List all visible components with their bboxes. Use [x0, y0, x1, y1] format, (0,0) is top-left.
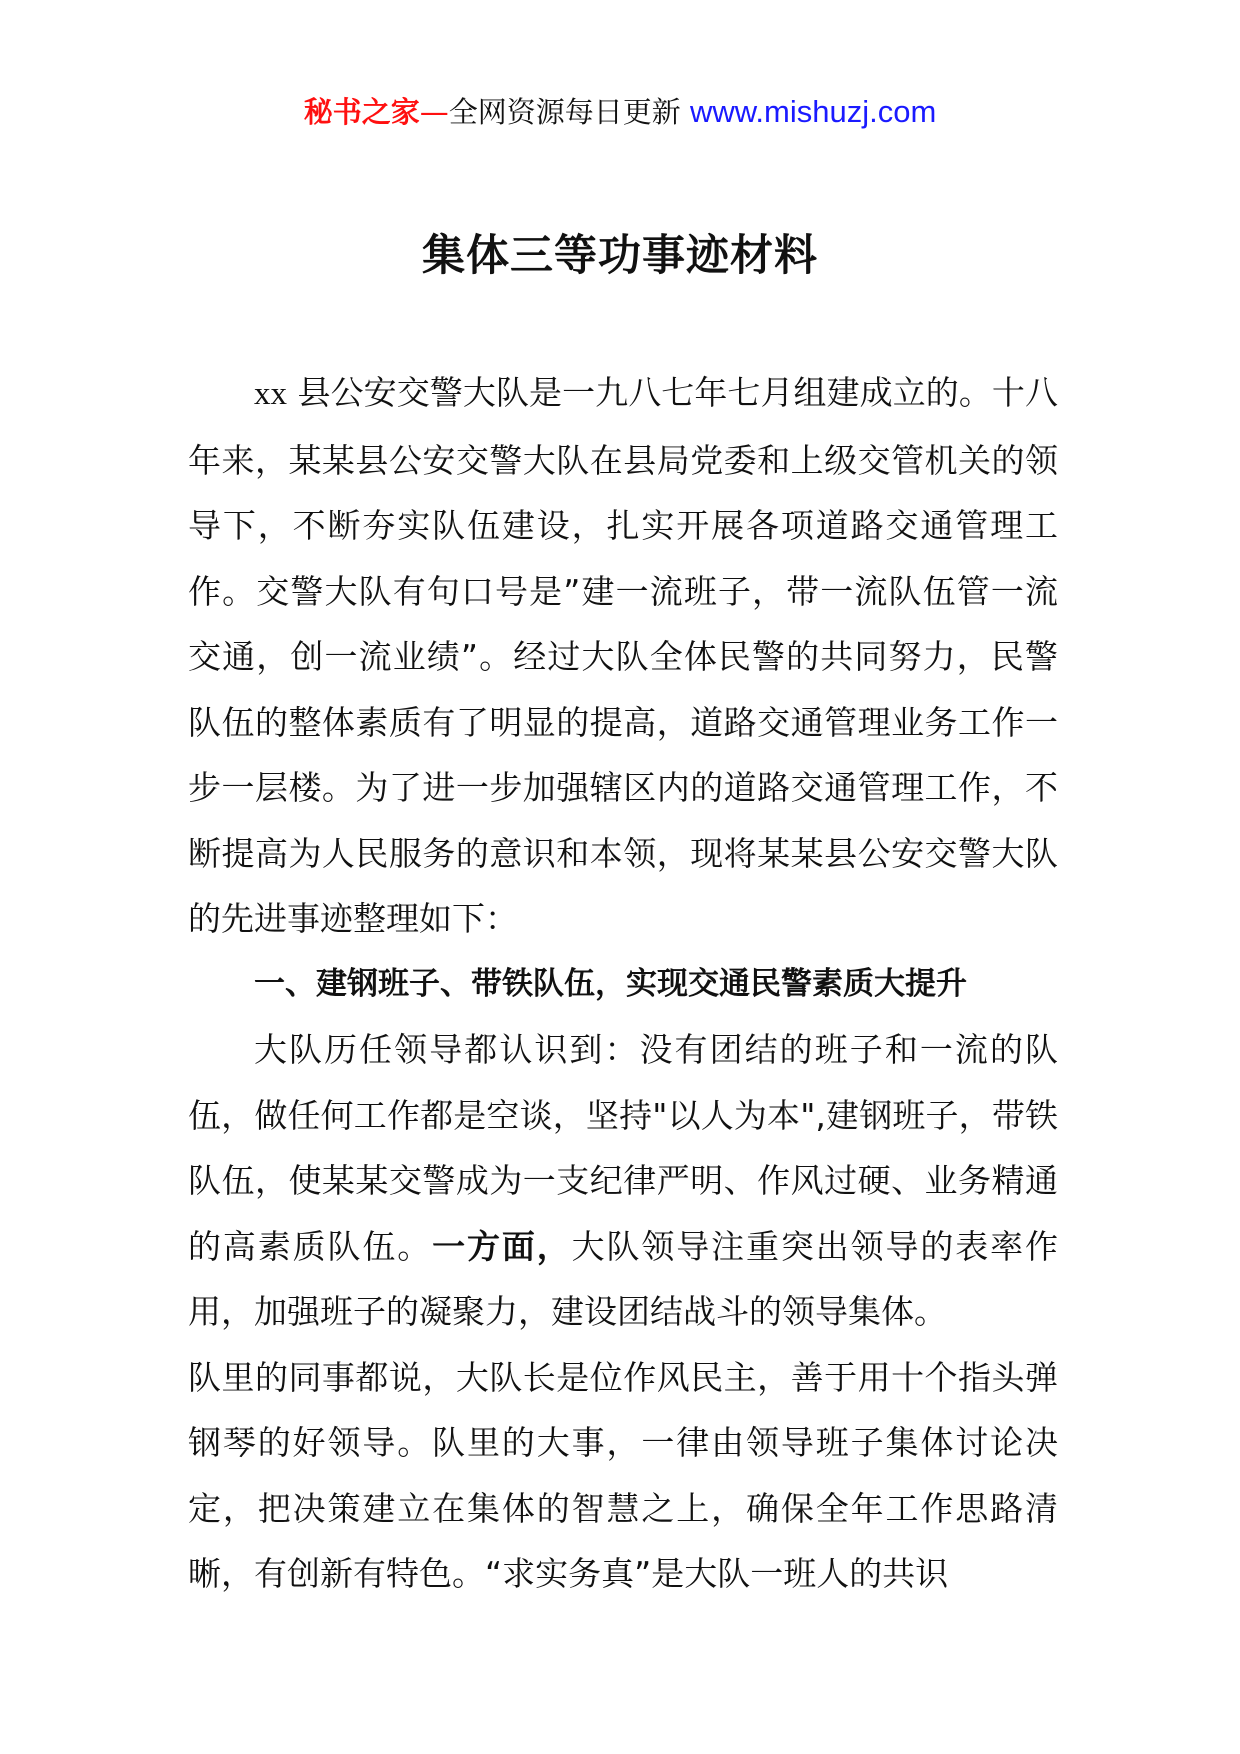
- paragraph-leadership-text-a: 大队历任领导都认识到：没有团结的班子和一流的队伍，做任何工作都是空谈，坚持"以人为本",建钢班子，带铁队伍，使某某交警成为一支纪律严明、作风过硬、业务精通的高素质队伍。: [188, 1030, 1058, 1266]
- site-url-link[interactable]: www.mishuzj.com: [689, 94, 937, 129]
- document-title: 集体三等功事迹材料: [422, 231, 818, 281]
- site-header: [0, 92, 1240, 132]
- paragraph-colleagues-text: 队里的同事都说，大队长是位作风民主，善于用十个指头弹钢琴的好领导。队里的大事，一律由领导班子集体讨论决定，把决策建立在集体的智慧之上，确保全年工作思路清晰，有创新有特色。“求实务真”是大队一班人的共识: [188, 1357, 1058, 1593]
- paragraph-leadership-emphasis: 一方面，: [432, 1226, 572, 1266]
- paragraph-intro: [188, 360, 1058, 952]
- paragraph-leadership: [188, 1017, 1058, 1345]
- site-slogan: 全网资源每日更新: [448, 95, 690, 129]
- paragraph-colleagues: [188, 1345, 1058, 1607]
- paragraph-intro-text: 县公安交警大队是一九八七年七月组建成立的。十八年来，某某县公安交警大队在县局党委和上级交管机关的领导下，不断夯实队伍建设，扎实开展各项道路交通管理工作。交警大队有句口号是”建一流班子，带一流队伍管一流交通，创一流业绩”。经过大队全体民警的共同努力，民警队伍的整体素质有了明显的提高，道路交通管理业务工作一步一层楼。为了进一步加强辖区内的道路交通管理工作，不断提高为人民服务的意识和本领，现将某某县公安交警大队的先进事迹整理如下：: [188, 373, 1058, 938]
- document-body: [188, 360, 1058, 1607]
- paragraph-leadership-text-b: 大队领导注重突出领导的表率作用，加强班子的凝聚力，建设团结战斗的领导集体。: [188, 1226, 1058, 1331]
- site-brand: 秘书之家: [303, 95, 420, 129]
- county-placeholder: xx: [254, 376, 287, 412]
- section-heading-1: 一、建钢班子、带铁队伍，实现交通民警素质大提升: [254, 965, 967, 1002]
- header-dash: —: [419, 95, 449, 129]
